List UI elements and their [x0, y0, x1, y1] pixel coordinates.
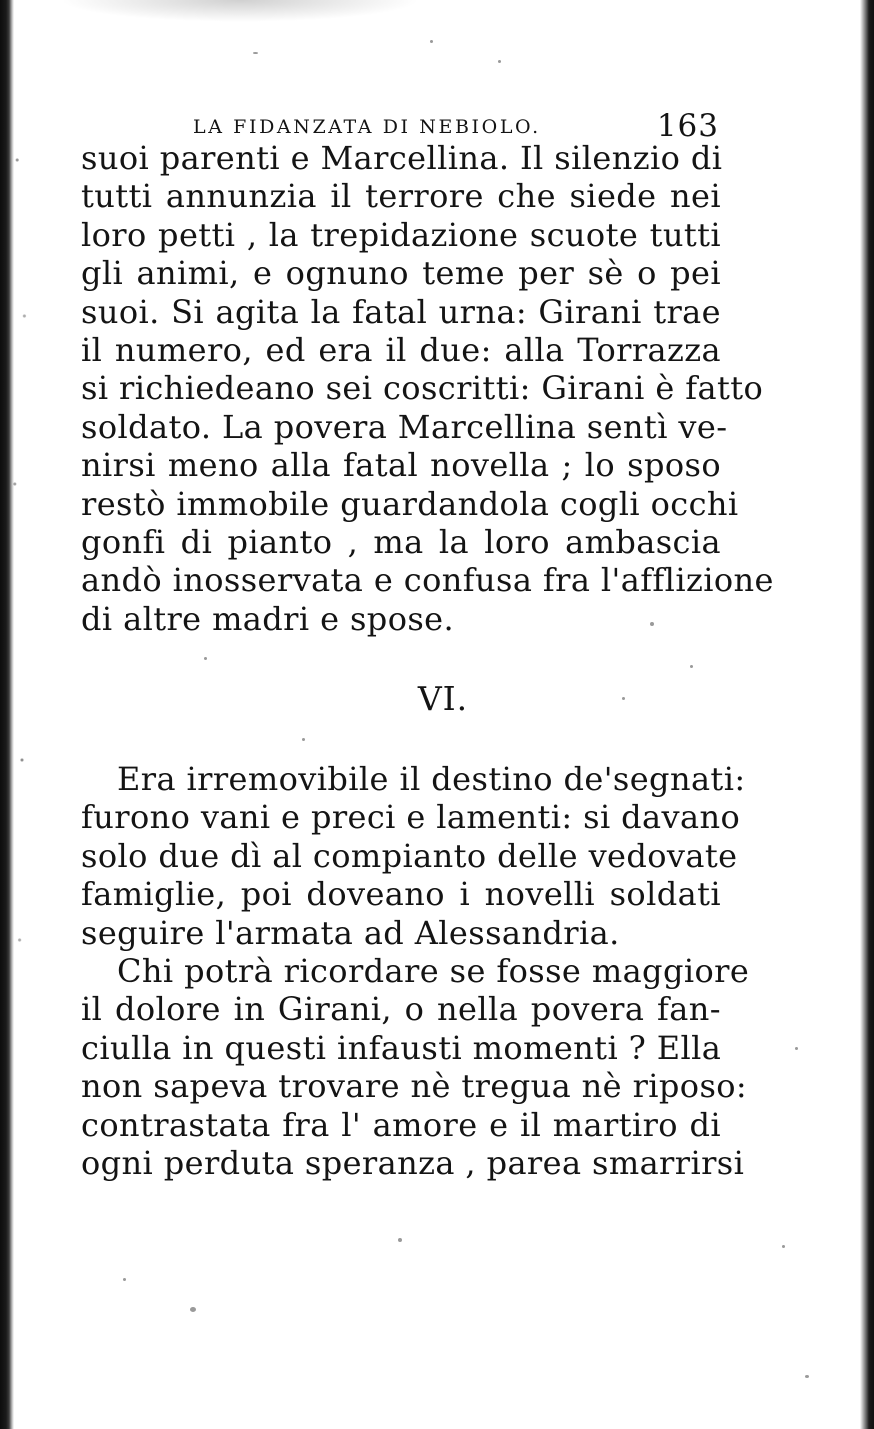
text-line: andò inosservata e confusa fra l'afflizione: [81, 561, 774, 600]
paper-speck: [302, 738, 305, 741]
text-line: ogni perduta speranza , parea smarrirsi: [81, 1143, 745, 1182]
text-line: Chi potrà ricordare se fosse maggiore: [117, 951, 750, 990]
running-title: LA FIDANZATA DI NEBIOLO.: [193, 116, 541, 138]
text-line: solo due dì al compianto delle vedovate: [81, 836, 738, 875]
text-line: suoi. Si agita la fatal urna: Girani trae: [81, 292, 721, 331]
section-heading: VI.: [417, 679, 469, 718]
page-number: 163: [656, 108, 719, 144]
text-line: tutti annunzia il terrore che siede nei: [81, 177, 721, 216]
paper-speck: [498, 60, 501, 63]
top-smudge: [60, 0, 420, 22]
text-line: furono vani e preci e lamenti: si davano: [81, 798, 741, 837]
text-line: seguire l'armata ad Alessandria.: [81, 913, 620, 952]
paragraph-2-and-3: [81, 760, 750, 1182]
text-line: si richiedeano sei coscritti: Girani è fatto: [81, 369, 764, 408]
paper-speck: [782, 1245, 785, 1248]
text-line: di altre madri e spose.: [81, 599, 455, 638]
paper-speck: [430, 40, 433, 43]
paper-speck: [805, 1375, 809, 1378]
paper-speck: [190, 1307, 196, 1312]
text-line: il dolore in Girani, o nella povera fan-: [81, 990, 721, 1029]
paper-speck: [795, 1047, 798, 1050]
paper-speck: [622, 697, 625, 700]
text-line: gli animi, e ognuno teme per sè o pei: [81, 254, 721, 293]
text-line: soldato. La povera Marcellina sentì ve-: [81, 407, 728, 446]
paper-speck: [650, 622, 654, 626]
text-line: il numero, ed era il due: alla Torrazza: [81, 330, 721, 369]
text-line: restò immobile guardandola cogli occhi: [81, 484, 739, 523]
text-line: Era irremovibile il destino de'segnati:: [117, 760, 746, 798]
paper-speck: [690, 665, 693, 668]
paper-speck: [253, 52, 258, 54]
paper-speck: [204, 657, 207, 660]
text-line: suoi parenti e Marcellina. Il silenzio di: [81, 139, 723, 177]
text-line: loro petti , la trepidazione scuote tutti: [81, 215, 721, 254]
text-line: contrastata fra l' amore e il martiro di: [81, 1105, 721, 1144]
paper-speck: [123, 1278, 126, 1281]
text-line: famiglie, poi doveano i novelli soldati: [81, 875, 721, 914]
text-line: gonfi di pianto , ma la loro ambascia: [81, 522, 721, 561]
paper-speck: [398, 1238, 402, 1242]
paragraph-1: [81, 139, 774, 638]
text-line: non sapeva trovare nè tregua nè riposo:: [81, 1067, 748, 1106]
text-line: ciulla in questi infausti momenti ? Ella: [81, 1028, 722, 1067]
text-line: nirsi meno alla fatal novella ; lo sposo: [81, 446, 721, 485]
